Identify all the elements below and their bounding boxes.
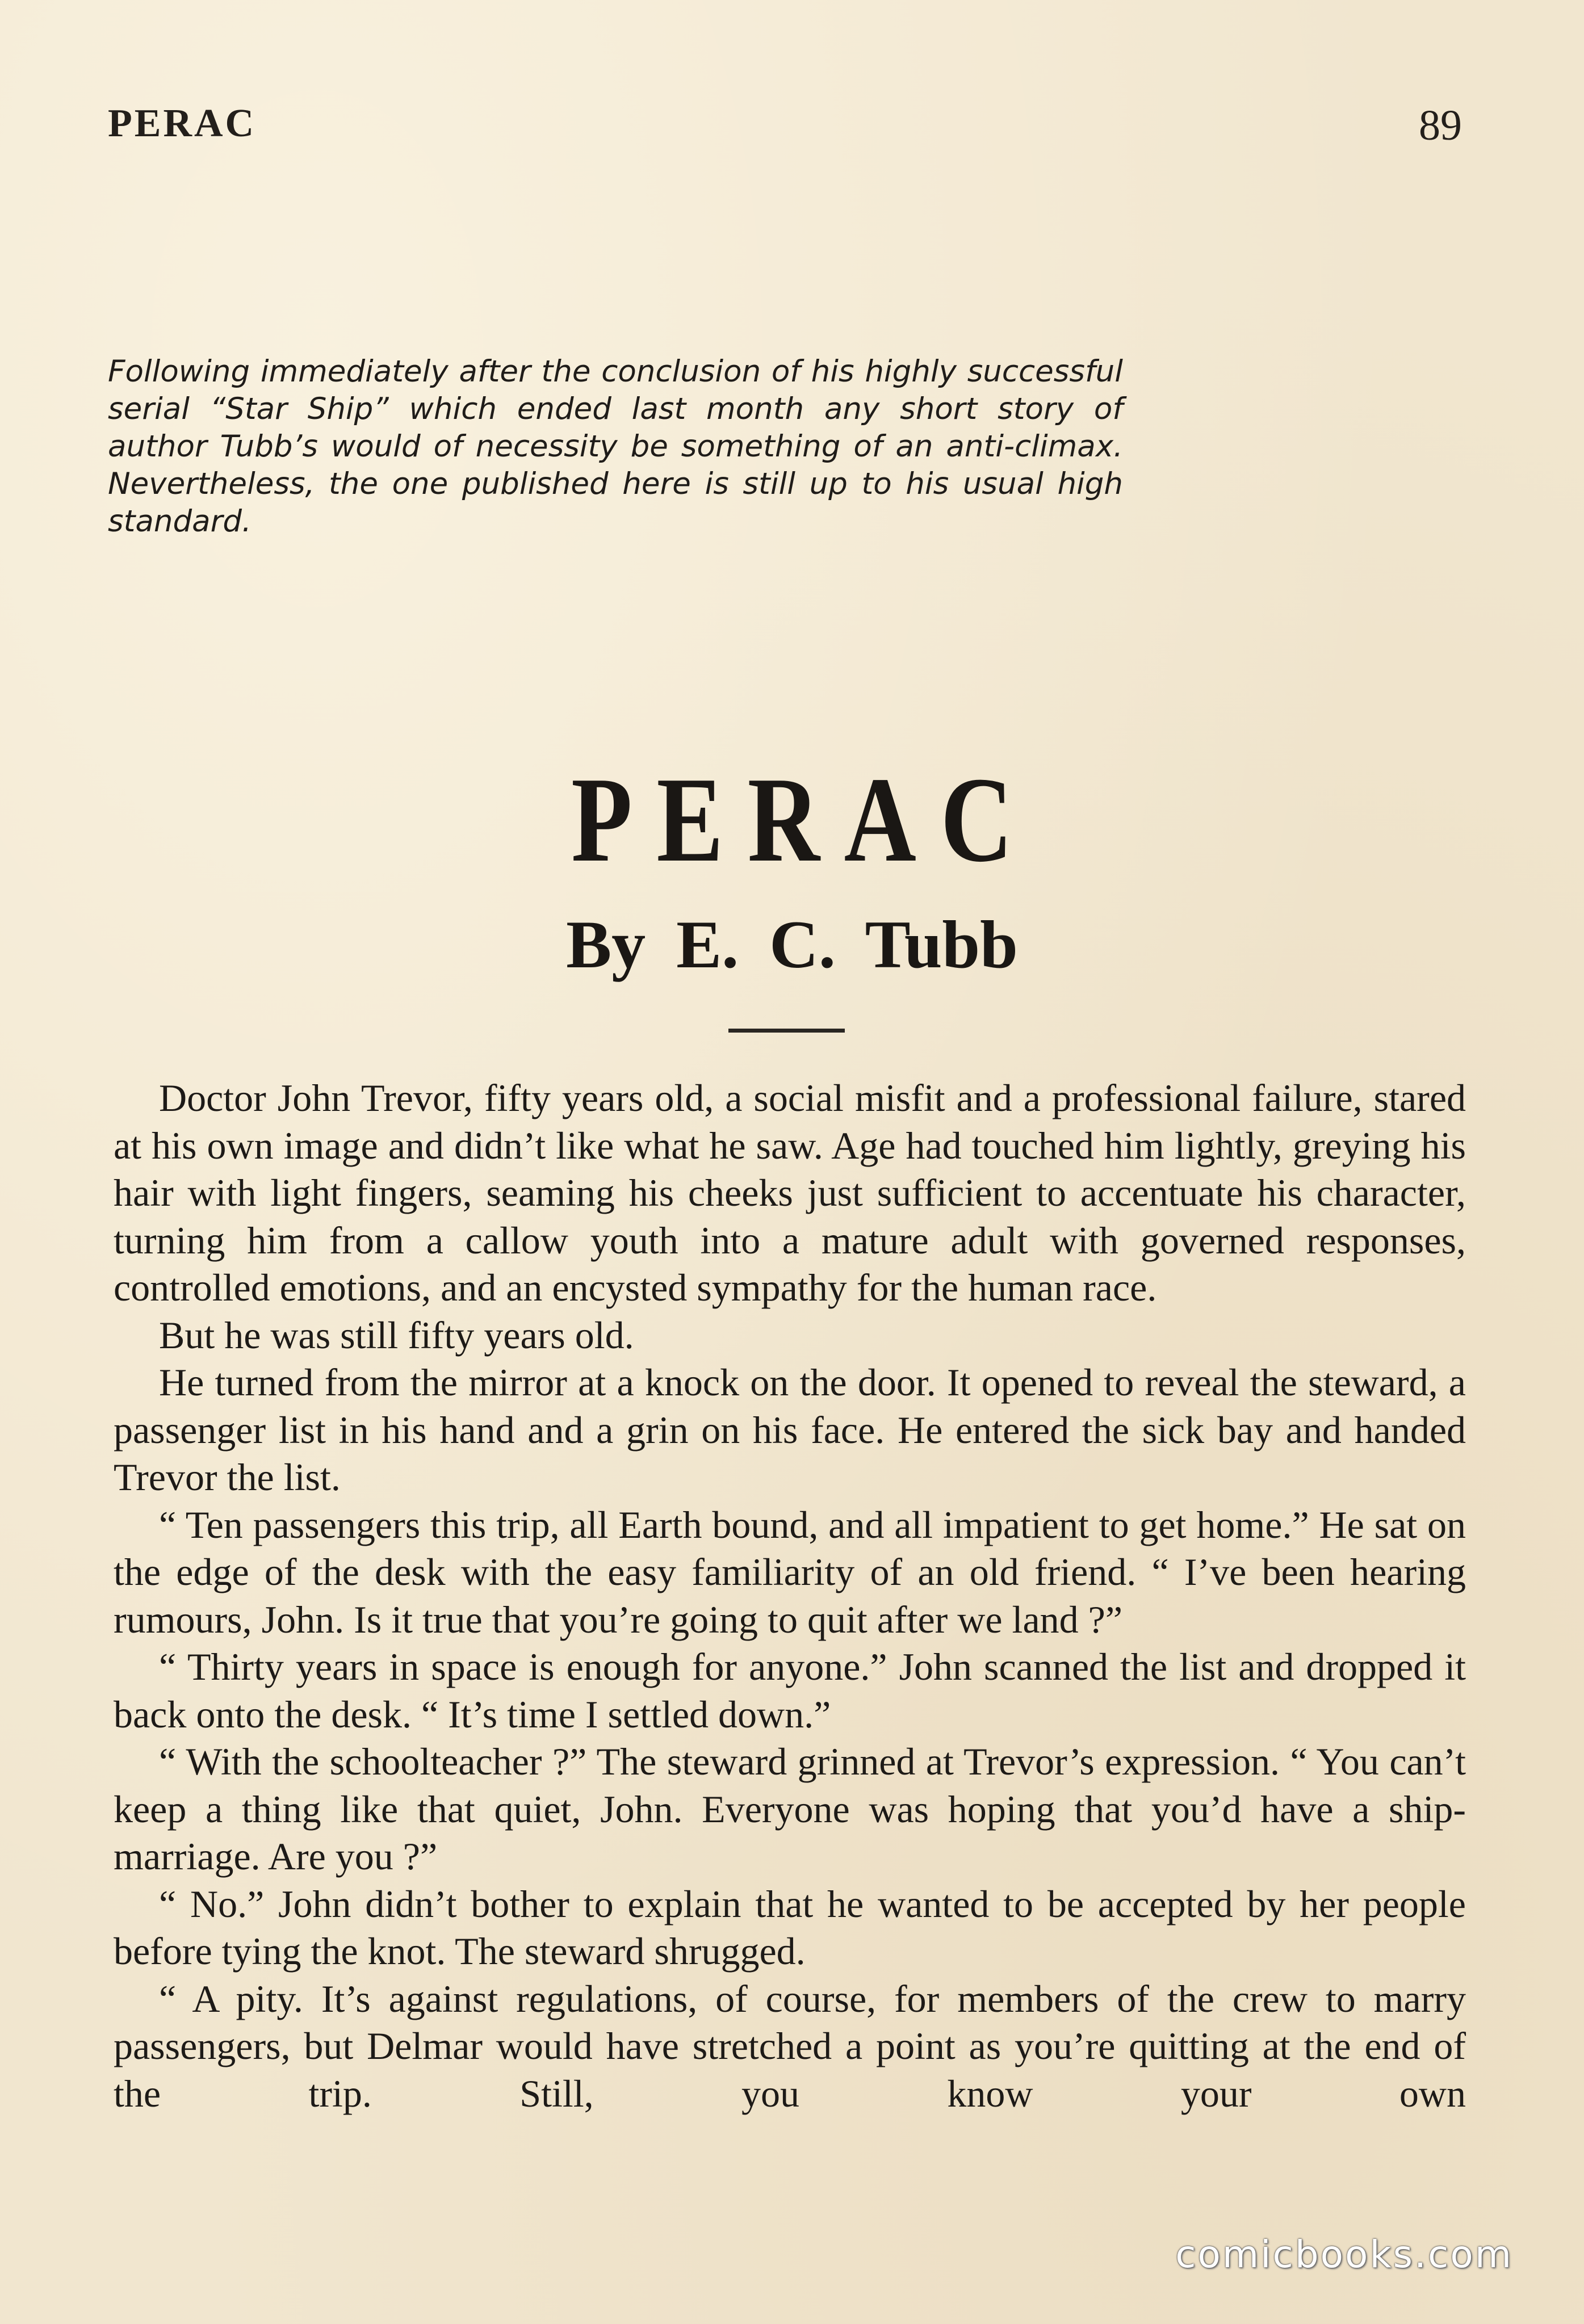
paragraph: “ A pity. It’s against regulations, of course, for members of the crew to marry passengers, but Delmar would have stretched a point as you’re quitting at the end of the trip. Still, you know your own	[114, 1977, 1466, 2115]
paragraph: “ Ten passengers this trip, all Earth bound, and all impatient to get home.” He sat on the edge of the desk with the easy familiarity of an old friend. “ I’ve been hearing rumours, John. Is it true that you’re going to quit after we land ?”	[114, 1503, 1466, 1641]
paragraph: “ No.” John didn’t bother to explain that he wanted to be accepted by her people before tying the knot. The steward shrugged.	[114, 1882, 1466, 1973]
paragraph: Doctor John Trevor, fifty years old, a social misfit and a professional failure, stared at his own image and didn’t like what he saw. Age had touched him lightly, greying his hair with light fingers, seaming his cheeks just sufficient to accentuate his character, turning him from a callow youth into a mature adult with governed responses, controlled emotions, and an encysted sympathy for the human race.	[114, 1076, 1466, 1309]
story-body	[114, 1075, 1466, 2117]
title-divider	[728, 1029, 845, 1033]
story-byline: By E. C. Tubb	[566, 907, 1018, 982]
paragraph: “ With the schoolteacher ?” The steward grinned at Trevor’s expression. “ You can’t keep a thing like that quiet, John. Everyone was hoping that you’d have a ship-marriage. Are you ?”	[114, 1740, 1466, 1878]
editorial-intro: Following immediately after the conclusion of his highly successful serial “Star Ship” which ended last month any short story of author Tubb’s would of necessity be something of an anti-climax. Nevertheless, the one published here is still up to his usual high standard.	[108, 354, 1123, 539]
page-number: 89	[1419, 102, 1462, 149]
story-title: PERAC	[571, 752, 1037, 887]
paragraph: He turned from the mirror at a knock on the door. It opened to reveal the steward, a passenger list in his hand and a grin on his face. He entered the sick bay and handed Trevor the list.	[114, 1361, 1466, 1499]
paragraph: “ Thirty years in space is enough for anyone.” John scanned the list and dropped it back onto the desk. “ It’s time I settled down.”	[114, 1645, 1466, 1736]
paragraph: But he was still fifty years old.	[159, 1313, 634, 1357]
watermark: comicbooks.com	[1175, 2233, 1513, 2276]
running-head: PERAC	[108, 102, 257, 145]
